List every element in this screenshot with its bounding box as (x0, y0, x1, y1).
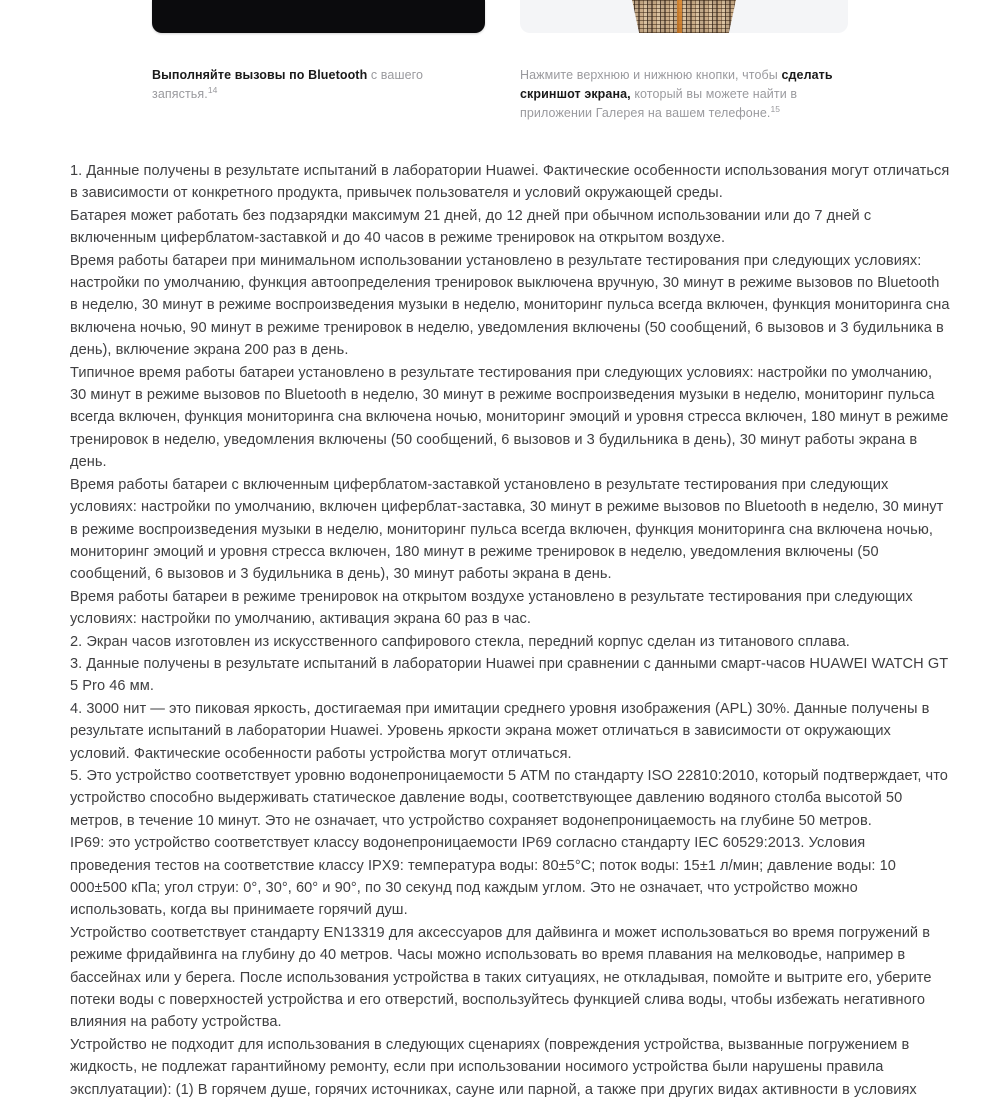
footnote-paragraph: 1. Данные получены в результате испытаний в лаборатории Huawei. Фактические особенности использования могут отличаться в зависимости от конкретного продукта, привычек пользователя и условий окружающей среды. (70, 163, 950, 202)
footnote-paragraph: Устройство соответствует стандарту EN13319 для аксессуаров для дайвинга и может использоваться во время погружений в режиме фридайвинга на глубину до 40 метров. Часы можно использовать во время плавания на мелководье, например в бассейнах или у берега. После использования устройства в таких ситуациях, не откладывая, помойте и вытрите его, уберите потеки воды с поверхностей устройства и его отверстий, воспользуйтесь функцией слива воды, чтобы избежать негативного влияния на работу устройства. (70, 924, 932, 1031)
caption-screenshot (520, 66, 860, 123)
footnote-paragraph: Устройство не подходит для использования в следующих сценариях (повреждения устройства, вызванные погружением в жидкость, не подлежат гарантийному ремонту, если при использовании носимого устройства были нарушены правила эксплуатации): (1) В горячем душе, горячих источниках, сауне или парной, а также при других видах активности в условиях (70, 1036, 917, 1098)
footnote-paragraph: 5. Это устройство соответствует уровню водонепроницаемости 5 ATM по стандарту ISO 22810:2010, который подтверждает, что устройство способно выдерживать статическое давление воды, соответствующее давлению водяного столба высотой 50 метров, в течение 10 минут. Это не означает, что устройство сохраняет водонепроницаемость на глубине 50 метров. (70, 767, 948, 829)
footnote-paragraph: Типичное время работы батареи установлено в результате тестирования при следующих условиях: настройки по умолчанию, 30 минут в режиме вызовов по Bluetooth в неделю, 30 минут в режиме воспроизведения музыки в неделю, мониторинг пульса всегда включен, функция мониторинга сна включена ночью, мониторинг эмоций и уровня стресса включен, 180 минут в режиме тренировок в неделю, уведомления включены (50 сообщений, 6 вызовов и 3 будильника в день), 30 минут работы экрана в день. (70, 364, 949, 471)
bluetooth-call-image (152, 0, 485, 33)
screenshot-image (520, 0, 848, 33)
watch-strap-graphic (625, 0, 743, 33)
bluetooth-call-media-cell (152, 0, 485, 33)
caption-screenshot-rest: который вы можете найти в приложении Галерея на вашем телефоне. (520, 86, 798, 120)
footnote-paragraph: 2. Экран часов изготовлен из искусственного сапфирового стекла, передний корпус сделан из титанового сплава. (70, 633, 850, 650)
footnote-paragraph: IP69: это устройство соответствует классу водонепроницаемости IP69 согласно стандарту IEC 60529:2013. Условия проведения тестов на соответствие классу IPX9: температура воды: 80±5°C; поток воды: 15±1 л/мин; давление воды: 10 000±500 кПа; угол струи: 0°, 30°, 60° и 90°, по 30 секунд под каждым углом. Это не означает, что устройство можно использовать, когда вы принимаете горячий душ. (70, 835, 896, 919)
media-row (0, 0, 1000, 120)
footnotes-section (70, 160, 950, 1101)
footnote-paragraph: Время работы батареи в режиме тренировок на открытом воздухе установлено в результате тестирования при следующих условиях: настройки по умолчанию, активация экрана 60 раз в час. (70, 588, 913, 628)
footnote-paragraph: Время работы батареи с включенным циферблатом-заставкой установлено в результате тестирования при следующих условиях: настройки по умолчанию, включен циферблат-заставка, 30 минут в режиме вызовов по Bluetooth в неделю, 30 минут в режиме воспроизведения музыки в неделю, мониторинг пульса всегда включен, функция мониторинга сна включена ночью, мониторинг эмоций и уровня стресса включен, 180 минут в режиме тренировок в неделю, уведомления включены (50 сообщений, 6 вызовов и 3 будильника в день), 30 минут работы экрана в день. (70, 476, 944, 583)
footnote-paragraph: 4. 3000 нит — это пиковая яркость, достигаемая при имитации среднего уровня изображения (APL) 30%. Данные получены в результате испытаний в лаборатории Huawei. Уровень яркости экрана может отличаться в зависимости от окружающих условий. Фактические особенности работы устройства могут отличаться. (70, 700, 930, 762)
caption-screenshot-bold: сделать скриншот экрана, (520, 67, 833, 101)
footnote-ref-14: 14 (207, 84, 218, 95)
footnote-paragraph: Батарея может работать без подзарядки максимум 21 дней, до 12 дней при обычном использовании или до 7 дней с включенным циферблатом-заставкой и до 40 часов в режиме тренировок на открытом воздухе. (70, 207, 872, 247)
screenshot-media-cell (520, 0, 848, 33)
caption-screenshot-lead: Нажмите верхнюю и нижнюю кнопки, чтобы (520, 67, 782, 82)
caption-bluetooth-calls (152, 66, 492, 104)
caption-bluetooth-calls-bold: Выполняйте вызовы по Bluetooth (152, 67, 368, 82)
footnote-paragraph: Время работы батареи при минимальном использовании установлено в результате тестирования при следующих условиях: настройки по умолчанию, функция автоопределения тренировок выключена вручную, 30 минут в режиме вызовов по Bluetooth в неделю, 30 минут в режиме воспроизведения музыки в неделю, мониторинг пульса всегда включен, функция мониторинга сна включена ночью, 90 минут в режиме тренировок в неделю, уведомления включены (50 сообщений, 6 вызовов и 3 будильника в день), включение экрана 200 раз в день. (70, 252, 950, 359)
footnote-paragraph: 3. Данные получены в результате испытаний в лаборатории Huawei при сравнении с данными смарт-часов HUAWEI WATCH GT 5 Pro 46 мм. (70, 655, 948, 695)
footnote-ref-15: 15 (770, 103, 781, 114)
caption-bluetooth-calls-rest: с вашего запястья. (152, 67, 424, 101)
